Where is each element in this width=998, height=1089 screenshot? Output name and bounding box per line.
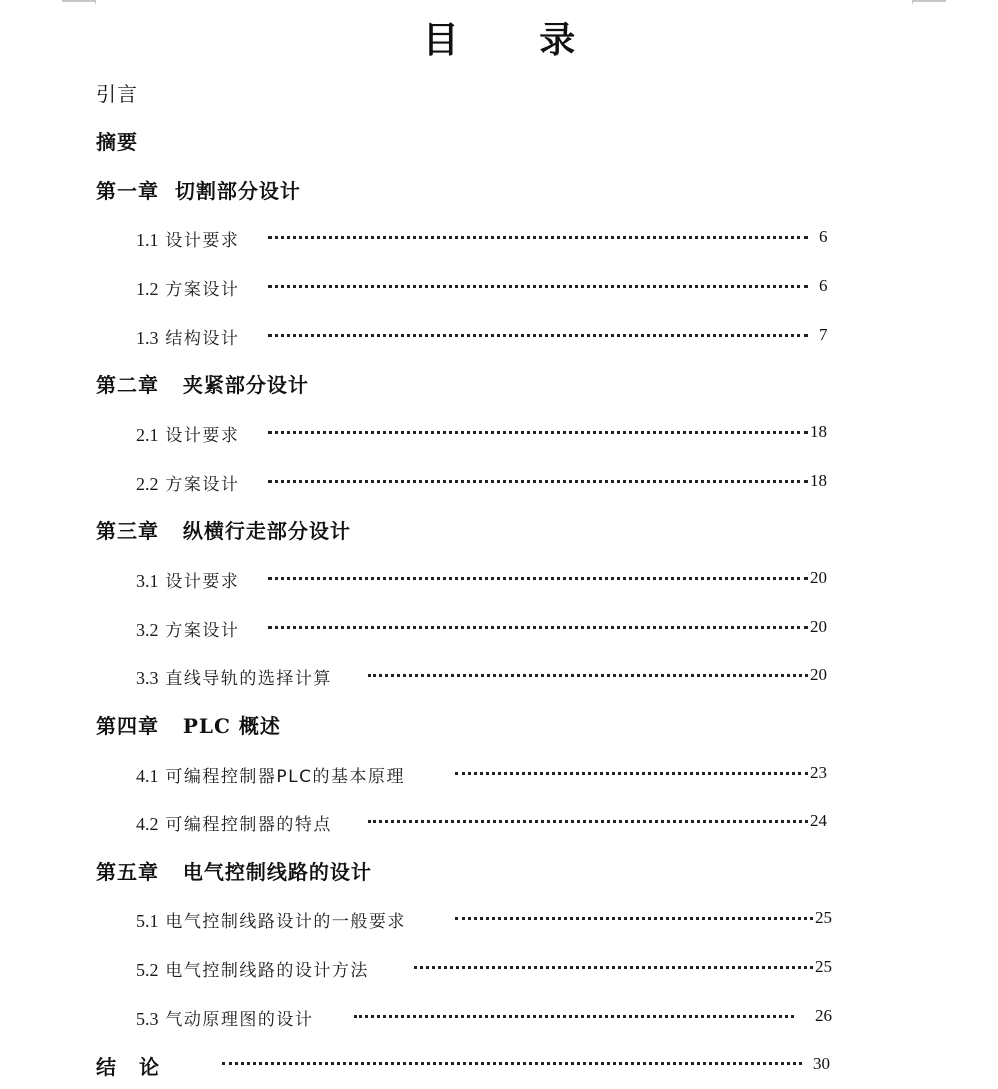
item-page-number: 7 [819, 325, 828, 344]
item-title: 电气控制线路设计的一般要求 [165, 912, 406, 932]
toc-item-3-2[interactable] [0, 612, 998, 646]
item-title: 设计要求 [165, 572, 240, 592]
page-corner-mark-left-tick [95, 0, 96, 4]
item-number: 5.3 [136, 1009, 159, 1029]
item-title: 气动原理图的设计 [165, 1010, 314, 1030]
toc-chapter-1[interactable] [0, 173, 998, 207]
item-label [136, 1005, 313, 1030]
item-page-number: 26 [815, 1006, 832, 1025]
page-corner-mark-right [912, 0, 946, 2]
dot-leader [368, 820, 808, 823]
item-title: 设计要求 [165, 231, 240, 251]
item-label [136, 810, 332, 835]
item-label [136, 275, 239, 300]
item-title: 方案设计 [165, 475, 240, 495]
toc-item-1-2[interactable] [0, 271, 998, 305]
item-number: 4.2 [136, 814, 159, 834]
item-title: 直线导轨的选择计算 [165, 669, 332, 689]
item-number: 4.1 [136, 766, 159, 786]
toc-chapter-2[interactable] [0, 367, 998, 401]
item-number: 2.1 [136, 425, 159, 445]
item-number: 5.2 [136, 960, 159, 980]
item-title: 方案设计 [165, 280, 240, 300]
page-corner-mark-right-tick [912, 0, 913, 4]
item-label [136, 226, 239, 251]
item-number: 1.2 [136, 279, 159, 299]
toc-item-2-2[interactable] [0, 466, 998, 500]
toc-item-3-3[interactable] [0, 660, 998, 694]
toc-chapter-3[interactable] [0, 513, 998, 547]
item-title: 可编程控制器的特点 [165, 815, 332, 835]
toc-item-4-2[interactable] [0, 806, 998, 840]
dot-leader [455, 772, 808, 775]
item-label [136, 470, 239, 495]
toc-entry-abstract[interactable] [0, 124, 998, 158]
dot-leader [268, 480, 808, 483]
item-number: 1.1 [136, 230, 159, 250]
item-page-number: 18 [810, 471, 827, 490]
chapter-heading: 第四章 PLC 概述 [96, 714, 281, 738]
toc-item-3-1[interactable] [0, 563, 998, 597]
toc-abstract-label: 摘要 [96, 130, 138, 154]
item-number: 2.2 [136, 474, 159, 494]
dot-leader [268, 285, 808, 288]
item-title: 方案设计 [165, 621, 240, 641]
toc-entry-conclusion[interactable] [0, 1049, 998, 1089]
item-label [136, 616, 239, 641]
item-page-number: 20 [810, 617, 827, 636]
toc-entry-intro[interactable] [0, 76, 998, 110]
conclusion-heading: 结 论 [96, 1055, 167, 1079]
item-number: 5.1 [136, 911, 159, 931]
chapter-heading: 第一章 切割部分设计 [96, 179, 301, 203]
item-number: 1.3 [136, 328, 159, 348]
toc-item-1-3[interactable] [0, 320, 998, 354]
item-page-number: 6 [819, 276, 828, 295]
item-title: 电气控制线路的设计方法 [165, 961, 369, 981]
item-label [136, 664, 332, 689]
toc-item-2-1[interactable] [0, 417, 998, 451]
dot-leader [268, 334, 808, 337]
item-label [136, 956, 369, 981]
toc-item-5-3[interactable] [0, 1001, 998, 1035]
item-page-number: 6 [819, 227, 828, 246]
item-page-number: 23 [810, 763, 827, 782]
item-number: 3.1 [136, 571, 159, 591]
dot-leader [268, 626, 808, 629]
dot-leader [268, 431, 808, 434]
page-corner-mark-left [62, 0, 96, 2]
item-page-number: 18 [810, 422, 827, 441]
item-title: 可编程控制器PLC的基本原理 [165, 767, 405, 787]
item-label [136, 567, 239, 592]
toc-title: 目 录 [422, 19, 610, 61]
item-page-number: 20 [810, 665, 827, 684]
item-title: 设计要求 [165, 426, 240, 446]
chapter-heading: 第二章 夹紧部分设计 [96, 373, 309, 397]
item-number: 3.3 [136, 668, 159, 688]
item-title: 结构设计 [165, 329, 240, 349]
chapter-heading: 第五章 电气控制线路的设计 [96, 860, 372, 884]
item-page-number: 24 [810, 811, 827, 830]
item-page-number: 20 [810, 568, 827, 587]
conclusion-page-number: 30 [813, 1054, 830, 1073]
toc-intro-label: 引言 [96, 82, 138, 106]
dot-leader [368, 674, 808, 677]
dot-leader [455, 917, 813, 920]
toc-item-5-2[interactable] [0, 952, 998, 986]
dot-leader [268, 577, 808, 580]
item-page-number: 25 [815, 908, 832, 927]
dot-leader [354, 1015, 794, 1018]
chapter-heading: 第三章 纵横行走部分设计 [96, 519, 351, 543]
item-label [136, 324, 239, 349]
toc-item-4-1[interactable] [0, 758, 998, 792]
item-number: 3.2 [136, 620, 159, 640]
toc-item-1-1[interactable] [0, 222, 998, 256]
toc-item-5-1[interactable] [0, 903, 998, 937]
dot-leader [268, 236, 808, 239]
dot-leader [222, 1062, 802, 1065]
item-label [136, 421, 239, 446]
item-label [136, 907, 406, 932]
toc-chapter-4[interactable] [0, 708, 998, 742]
toc-chapter-5[interactable] [0, 854, 998, 888]
item-page-number: 25 [815, 957, 832, 976]
item-label [136, 762, 405, 787]
dot-leader [414, 966, 813, 969]
